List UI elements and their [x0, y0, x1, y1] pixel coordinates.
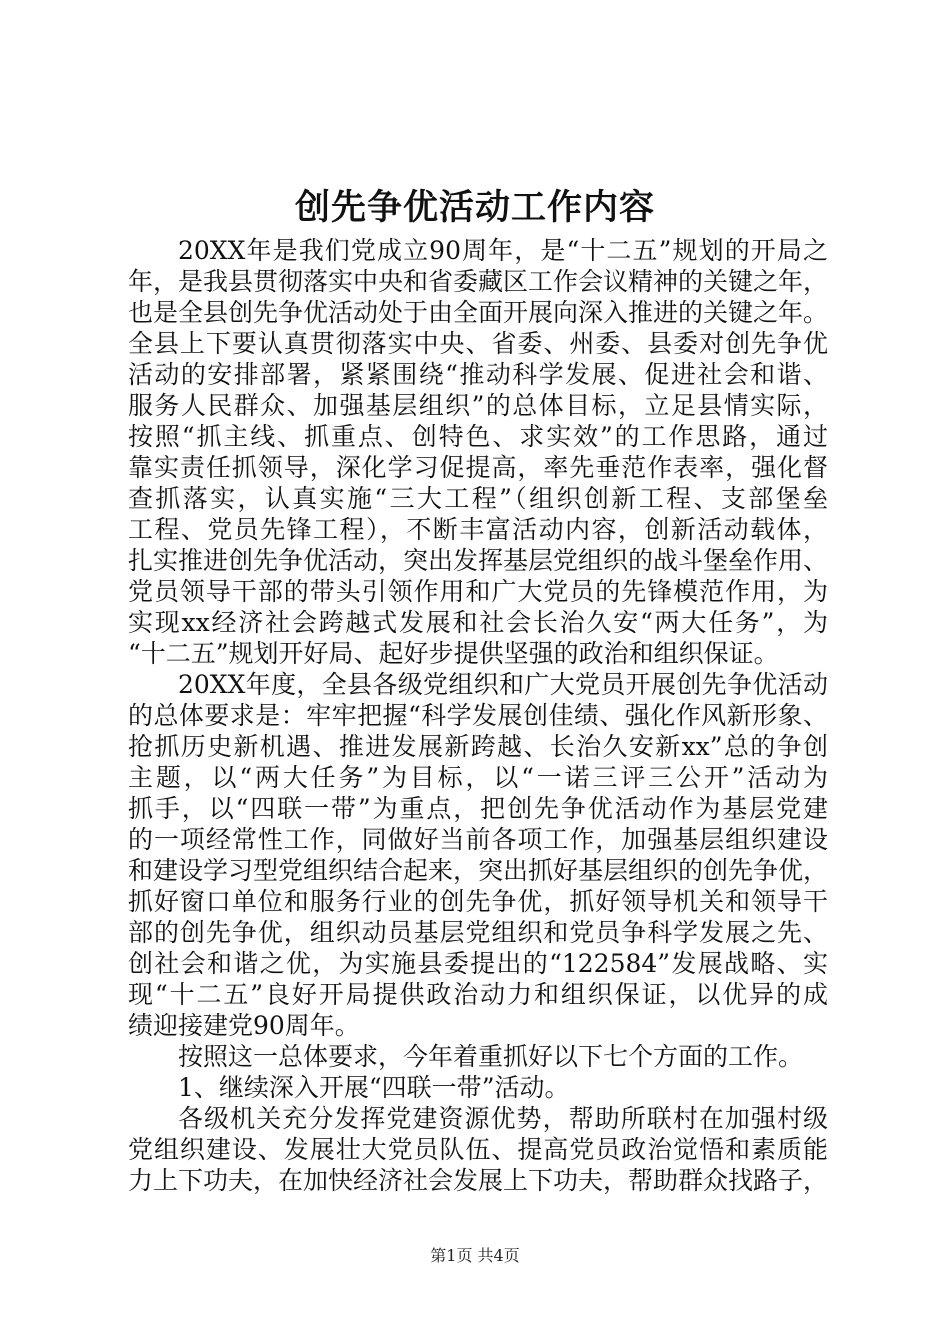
paragraph-line: 和建设学习型党组织结合起来，突出抓好基层组织的创先争优， [128, 856, 829, 885]
paragraph-line: 部的创先争优，组织动员基层党组织和党员争科学发展之先、 [128, 918, 828, 947]
document-title: 创先争优活动工作内容 [294, 187, 655, 228]
paragraph-line: 全县上下要认真贯彻落实中央、省委、州委、县委对创先争优 [128, 329, 828, 358]
paragraph-line: 年，是我县贯彻落实中央和省委藏区工作会议精神的关键之年， [128, 267, 829, 296]
paragraph-line: 各级机关充分发挥党建资源优势，帮助所联村在加强村级 [178, 1104, 828, 1133]
paragraph-line: 绩迎接建党90周年。 [128, 1011, 360, 1040]
paragraph-line: “十二五”规划开好局、起好步提供坚强的政治和组织保证。 [128, 639, 779, 668]
paragraph-line: 的一项经常性工作，同做好当前各项工作，加强基层组织建设 [128, 825, 828, 854]
paragraph-line: 抓好窗口单位和服务行业的创先争优，抓好领导机关和领导干 [128, 887, 828, 916]
paragraph-line: 按照“抓主线、抓重点、创特色、求实效”的工作思路，通过 [128, 422, 828, 451]
paragraph-line: 的总体要求是：牢牢把握“科学发展创佳绩、强化作风新形象、 [128, 701, 828, 730]
paragraph-line: 党员领导干部的带头引领作用和广大党员的先锋模范作用，为 [128, 577, 828, 606]
paragraph-line: 也是全县创先争优活动处于由全面开展向深入推进的关键之年。 [128, 298, 829, 327]
paragraph-line: 靠实责任抓领导，深化学习促提高，率先垂范作表率，强化督 [128, 453, 828, 482]
paragraph-line: 工程、党员先锋工程），不断丰富活动内容，创新活动载体， [128, 515, 828, 544]
paragraph-line: 主题，以“两大任务”为目标，以“一诺三评三公开”活动为 [128, 763, 828, 792]
paragraph-line: 查抓落实，认真实施“三大工程”（组织创新工程、支部堡垒 [128, 484, 828, 513]
paragraph-line: 20XX年度，全县各级党组织和广大党员开展创先争优活动 [178, 670, 828, 699]
page-footer: 第1页 共4页 [430, 1246, 520, 1265]
document-body [128, 235, 828, 1196]
paragraph-line: 创社会和谐之优，为实施县委提出的“122584”发展战略、实 [128, 949, 828, 978]
paragraph-line: 服务人民群众、加强基层组织”的总体目标，立足县情实际， [128, 391, 828, 420]
paragraph-line: 实现xx经济社会跨越式发展和社会长治久安“两大任务”，为 [128, 608, 828, 637]
paragraph-line: 按照这一总体要求，今年着重抓好以下七个方面的工作。 [178, 1042, 804, 1071]
paragraph-line: 力上下功夫，在加快经济社会发展上下功夫，帮助群众找路子， [128, 1166, 829, 1195]
section-heading: 1、继续深入开展“四联一带”活动。 [178, 1073, 570, 1102]
paragraph-line: 抢抓历史新机遇、推进发展新跨越、长治久安新xx”总的争创 [128, 732, 828, 761]
paragraph-line: 扎实推进创先争优活动，突出发挥基层党组织的战斗堡垒作用、 [128, 546, 829, 575]
paragraph-line: 抓手，以“四联一带”为重点，把创先争优活动作为基层党建 [128, 794, 828, 823]
paragraph-line: 党组织建设、发展壮大党员队伍、提高党员政治觉悟和素质能 [128, 1135, 828, 1164]
paragraph-line: 现“十二五”良好开局提供政治动力和组织保证，以优异的成 [128, 980, 828, 1009]
paragraph-line: 20XX年是我们党成立90周年，是“十二五”规划的开局之 [178, 236, 828, 265]
paragraph-line: 活动的安排部署，紧紧围绕“推动科学发展、促进社会和谐、 [128, 360, 828, 389]
